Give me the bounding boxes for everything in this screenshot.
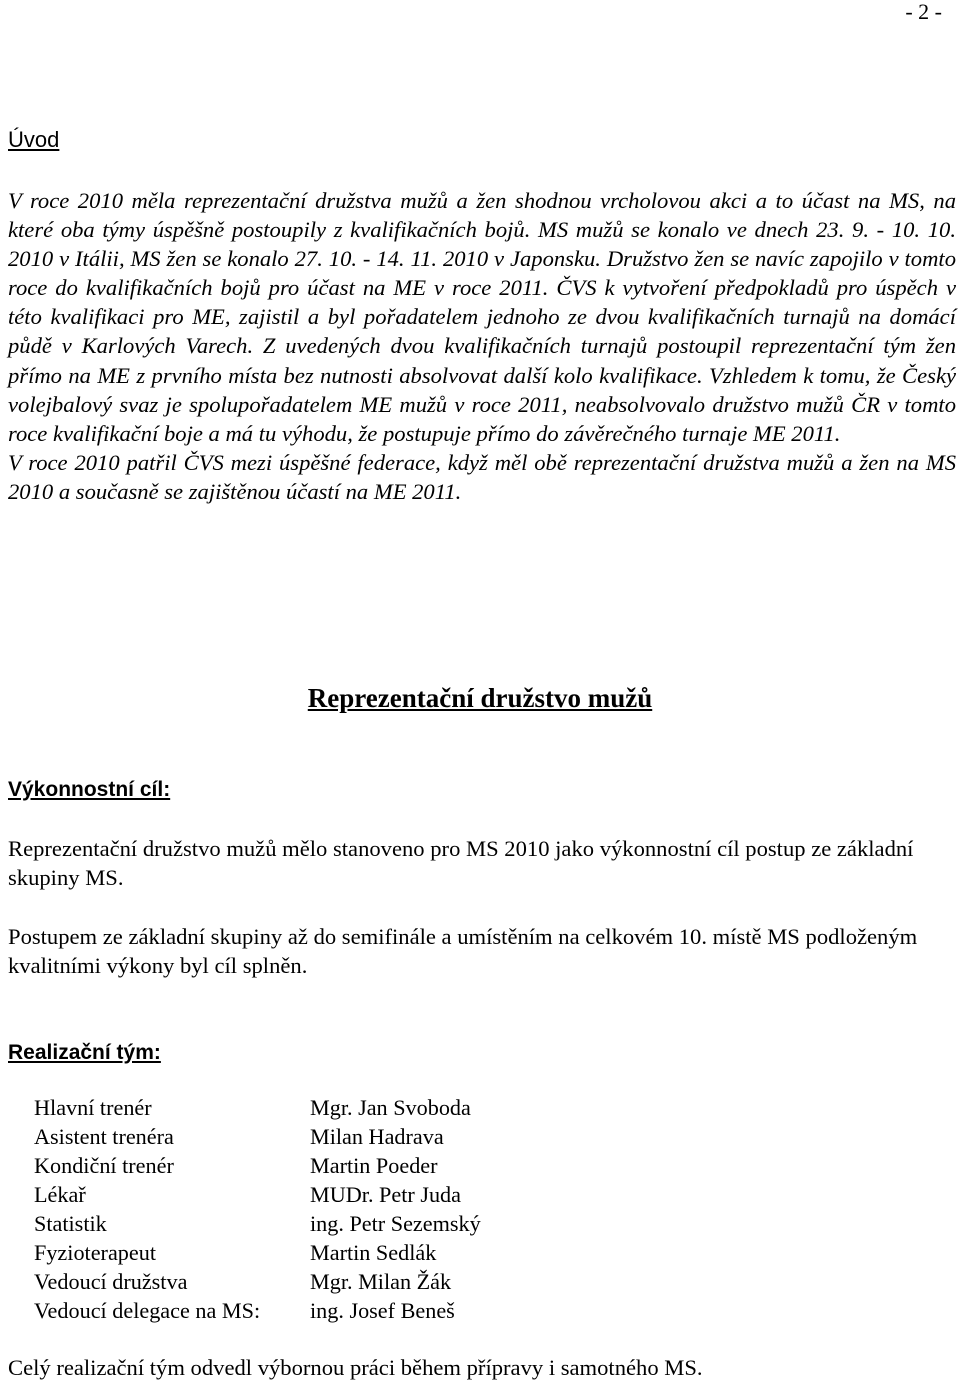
team-role: Hlavní trenér bbox=[34, 1095, 152, 1120]
intro-paragraph: V roce 2010 patřil ČVS mezi úspěšné federace, když měl obě reprezentační družstva mužů a žen na MS 2010 a současně se zajištěnou účastí na ME 2011. bbox=[8, 449, 956, 504]
team-row bbox=[34, 1238, 481, 1267]
team-row bbox=[34, 1267, 481, 1296]
team-member-name: MUDr. Petr Juda bbox=[310, 1182, 461, 1207]
goal-paragraph: Reprezentační družstvo mužů mělo stanoveno pro MS 2010 jako výkonnostní cíl postup ze základní skupiny MS. bbox=[8, 836, 914, 890]
team-role: Asistent trenéra bbox=[34, 1124, 174, 1149]
team-member-name: Milan Hadrava bbox=[310, 1124, 444, 1149]
intro-paragraph: V roce 2010 měla reprezentační družstva mužů a žen shodnou vrcholovou akci a to účast na MS, na které oba týmy úspěšně postoupily z kvalifikačních bojů. MS mužů se konalo ve dnech 23. 9. - 10. 10. 2010 v Itálii, MS žen se konalo 27. 10. - 14. 11. 2010 v Japonsku. Družstvo žen se navíc zapojilo v tomto roce do kvalifikačních bojů pro účast na ME v roce 2011. ČVS k vytvoření předpokladů pro úspěch v této kvalifikaci pro ME, zajistil a byl pořadatelem jednoho ze dvou kvalifikačních turnajů na domácí půdě v Karlových Varech. Z uvedených dvou kvalifikačních turnajů postoupil reprezentační tým žen přímo na ME z prvního místa bez nutnosti absolvovat další kolo kvalifikace. Vzhledem k tomu, že Český volejbalový svaz je spolupořadatelem ME mužů v roce 2011, neabsolvovalo družstvo mužů ČR v tomto roce kvalifikační boje a má tu výhodu, že postupuje přímo do závěrečného turnaje ME 2011. bbox=[8, 188, 956, 446]
team-member-name: Martin Sedlák bbox=[310, 1240, 437, 1265]
intro-text bbox=[8, 186, 956, 506]
team-role: Vedoucí družstva bbox=[34, 1269, 188, 1294]
men-team-title: Reprezentační družstvo mužů bbox=[307, 683, 653, 713]
team-row bbox=[34, 1151, 481, 1180]
team-row bbox=[34, 1122, 481, 1151]
team-role: Kondiční trenér bbox=[34, 1153, 174, 1178]
team-row bbox=[34, 1180, 481, 1209]
team-member-name: Mgr. Milan Žák bbox=[310, 1269, 452, 1294]
intro-heading: Úvod bbox=[8, 127, 60, 152]
team-member-name: ing. Josef Beneš bbox=[310, 1298, 455, 1323]
goal-paragraph: Postupem ze základní skupiny až do semifinále a umístěním na celkovém 10. místě MS podloženým kvalitními výkony byl cíl splněn. bbox=[8, 924, 918, 978]
team-heading: Realizační tým: bbox=[8, 1041, 161, 1064]
team-role: Vedoucí delegace na MS: bbox=[34, 1298, 261, 1323]
team-table bbox=[34, 1093, 481, 1325]
team-role: Fyzioterapeut bbox=[34, 1240, 156, 1265]
team-member-name: ing. Petr Sezemský bbox=[310, 1211, 481, 1236]
page-number: - 2 - bbox=[905, 0, 942, 24]
team-member-name: Martin Poeder bbox=[310, 1153, 438, 1178]
team-role: Lékař bbox=[34, 1182, 86, 1207]
team-role: Statistik bbox=[34, 1211, 107, 1236]
closing-paragraph: Celý realizační tým odvedl výbornou práci během přípravy i samotného MS. bbox=[8, 1355, 703, 1380]
team-row bbox=[34, 1296, 481, 1325]
team-row bbox=[34, 1209, 481, 1238]
team-row bbox=[34, 1093, 481, 1122]
goal-heading: Výkonnostní cíl: bbox=[8, 778, 171, 801]
team-member-name: Mgr. Jan Svoboda bbox=[310, 1095, 471, 1120]
